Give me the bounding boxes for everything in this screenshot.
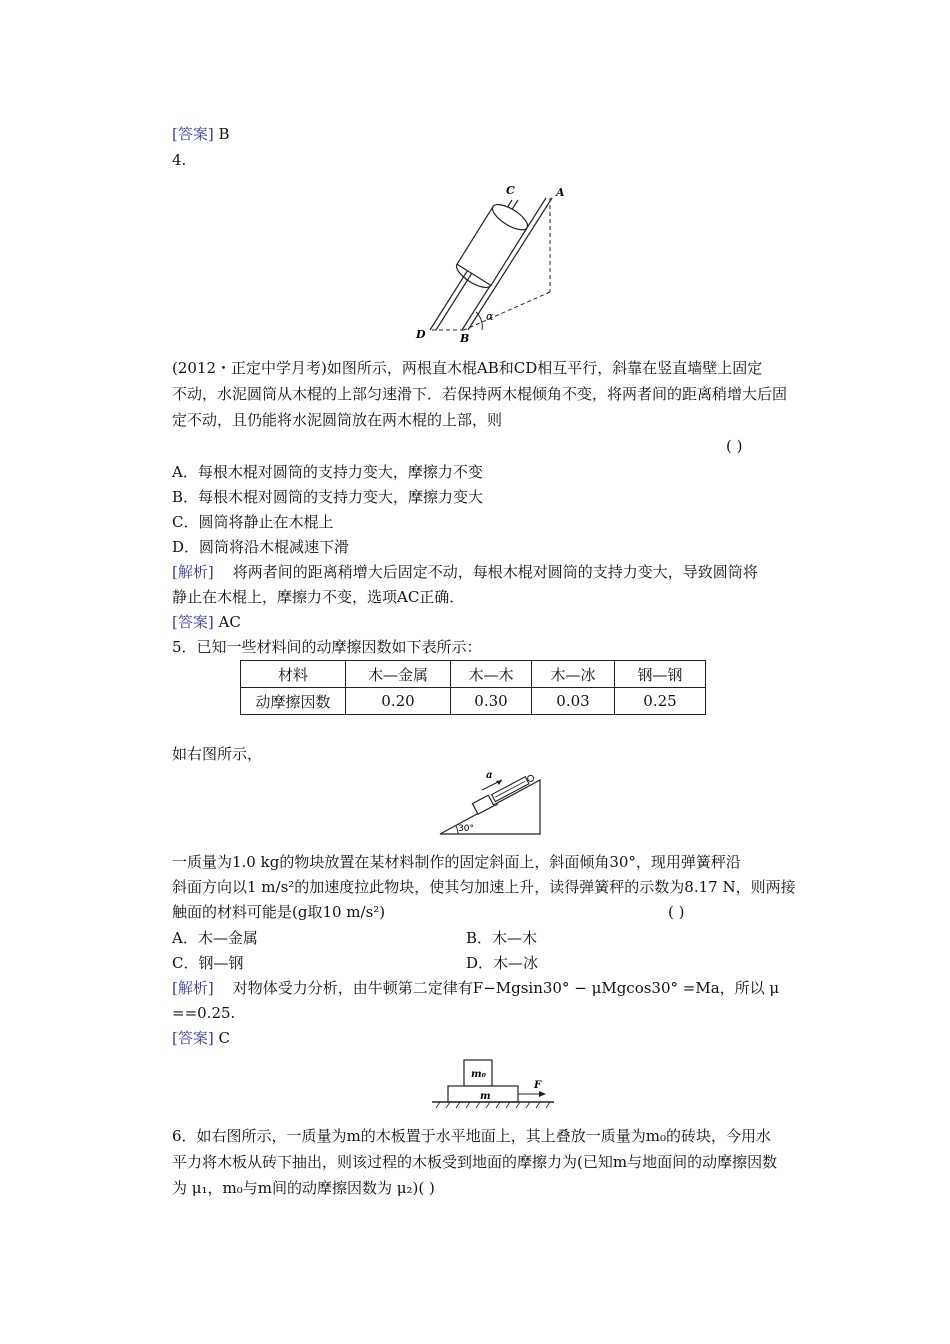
answer-blank: ( ) — [668, 903, 685, 921]
answer-tag: [答案] — [172, 613, 214, 631]
table-cell: 0.03 — [532, 688, 615, 715]
answer-value: C — [218, 1029, 230, 1047]
q6-stem-line2: 平力将木板从砖下抽出，则该过程的木板受到地面的摩擦力为(已知m与地面间的动摩擦因数 — [172, 1153, 778, 1171]
friction-table — [240, 660, 706, 715]
board-brick-figure — [430, 1056, 560, 1112]
q5-answer — [172, 1028, 230, 1048]
q4-stem-line1: (2012・正定中学月考)如图所示，两根直木棍AB和CD相互平行，斜靠在竖直墙壁上固定 — [172, 359, 763, 377]
q4-stem-line3: 定不动，且仍能将水泥圆筒放在两木棍的上部，则 — [172, 411, 503, 429]
table-cell: 0.20 — [346, 688, 451, 715]
label-c: C — [506, 184, 515, 197]
answer-value: B — [218, 125, 230, 143]
answer-tag: [答案] — [172, 1029, 214, 1047]
q3-answer — [172, 124, 230, 144]
q5-option-b: B．木—木 — [466, 929, 538, 947]
table-cell: 木—木 — [451, 661, 532, 688]
label-f: F — [534, 1080, 542, 1091]
question-number: 4. — [172, 151, 187, 169]
table-cell: 木—冰 — [532, 661, 615, 688]
q4-stem-line2: 不动，水泥圆筒从木棍的上部匀速滑下．若保持两木棍倾角不变，将两者间的距离稍增大后固 — [172, 385, 788, 403]
answer-blank: ( ) — [726, 437, 743, 455]
q6-stem-line3: 为 μ₁，m₀与m间的动摩擦因数为 μ₂)( ) — [172, 1179, 435, 1197]
q4-analysis — [172, 562, 758, 582]
q5-stem-line2: 斜面方向以1 m/s²的加速度拉此物块，使其匀加速上升，读得弹簧秤的示数为8.17 N，则两接 — [172, 878, 796, 896]
label-angle: 30° — [458, 824, 474, 834]
q4-option-a: A．每根木棍对圆筒的支持力变大，摩擦力不变 — [172, 463, 483, 481]
table-cell: 材料 — [241, 661, 346, 688]
table-cell: 钢—钢 — [615, 661, 706, 688]
q4-option-c: C．圆筒将静止在木棍上 — [172, 513, 334, 531]
q4-analysis-line2: 静止在木棍上，摩擦力不变，选项AC正确． — [172, 588, 465, 606]
analysis-text: 对物体受力分析，由牛顿第二定律有F−Mgsin30° − μMgcos30° =Ma，所以 μ — [232, 979, 780, 997]
ground-hatching — [436, 1102, 550, 1108]
table-row — [241, 688, 706, 715]
label-alpha: α — [486, 310, 494, 323]
incline-figure — [432, 770, 552, 840]
label-b: B — [460, 332, 470, 345]
analysis-text: 将两者间的距离稍增大后固定不动，每根木棍对圆筒的支持力变大，导致圆筒将 — [232, 563, 758, 581]
q6-stem-line1: 6．如右图所示，一质量为m的木板置于水平地面上，其上叠放一质量为m₀的砖块，今用水 — [172, 1127, 772, 1145]
label-a: A — [556, 186, 565, 199]
force-arrowhead — [539, 1091, 546, 1097]
label-m: m — [480, 1091, 491, 1102]
table-cell: 0.30 — [451, 688, 532, 715]
table-header-row — [241, 661, 706, 688]
label-m0: m₀ — [471, 1069, 486, 1080]
q4-option-b: B．每根木棍对圆筒的支持力变大，摩擦力变大 — [172, 488, 484, 506]
q4-option-d: D．圆筒将沿木棍减速下滑 — [172, 538, 350, 556]
q5-analysis — [172, 978, 779, 998]
table-cell: 0.25 — [615, 688, 706, 715]
q4-answer — [172, 612, 241, 632]
cylinder — [453, 200, 531, 292]
label-d: D — [416, 328, 426, 341]
q5-stem-line1: 一质量为1.0 kg的物块放置在某材料制作的固定斜面上，斜面倾角30°，现用弹簧秤沿 — [172, 853, 741, 871]
table-cell: 木—金属 — [346, 661, 451, 688]
table-cell: 动摩擦因数 — [241, 688, 346, 715]
q5-option-d: D．木—冰 — [466, 954, 539, 972]
analysis-tag: [解析] — [172, 979, 214, 997]
q5-figure-caption: 如右图所示， — [172, 745, 263, 763]
angle-arc — [476, 312, 482, 330]
analysis-tag: [解析] — [172, 563, 214, 581]
q5-intro: 5．已知一些材料间的动摩擦因数如下表所示： — [172, 638, 482, 656]
label-a: a — [486, 770, 493, 781]
q5-option-c: C．钢—钢 — [172, 954, 244, 972]
sticks-cylinder-figure — [410, 180, 575, 345]
answer-tag: [答案] — [172, 125, 214, 143]
q5-stem-line3: 触面的材料可能是(g取10 m/s²) — [172, 903, 386, 921]
answer-value: AC — [218, 613, 241, 631]
q5-option-a: A．木—金属 — [172, 929, 258, 947]
q5-analysis-line2: ==0.25. — [172, 1004, 236, 1022]
ground-line — [464, 292, 550, 330]
